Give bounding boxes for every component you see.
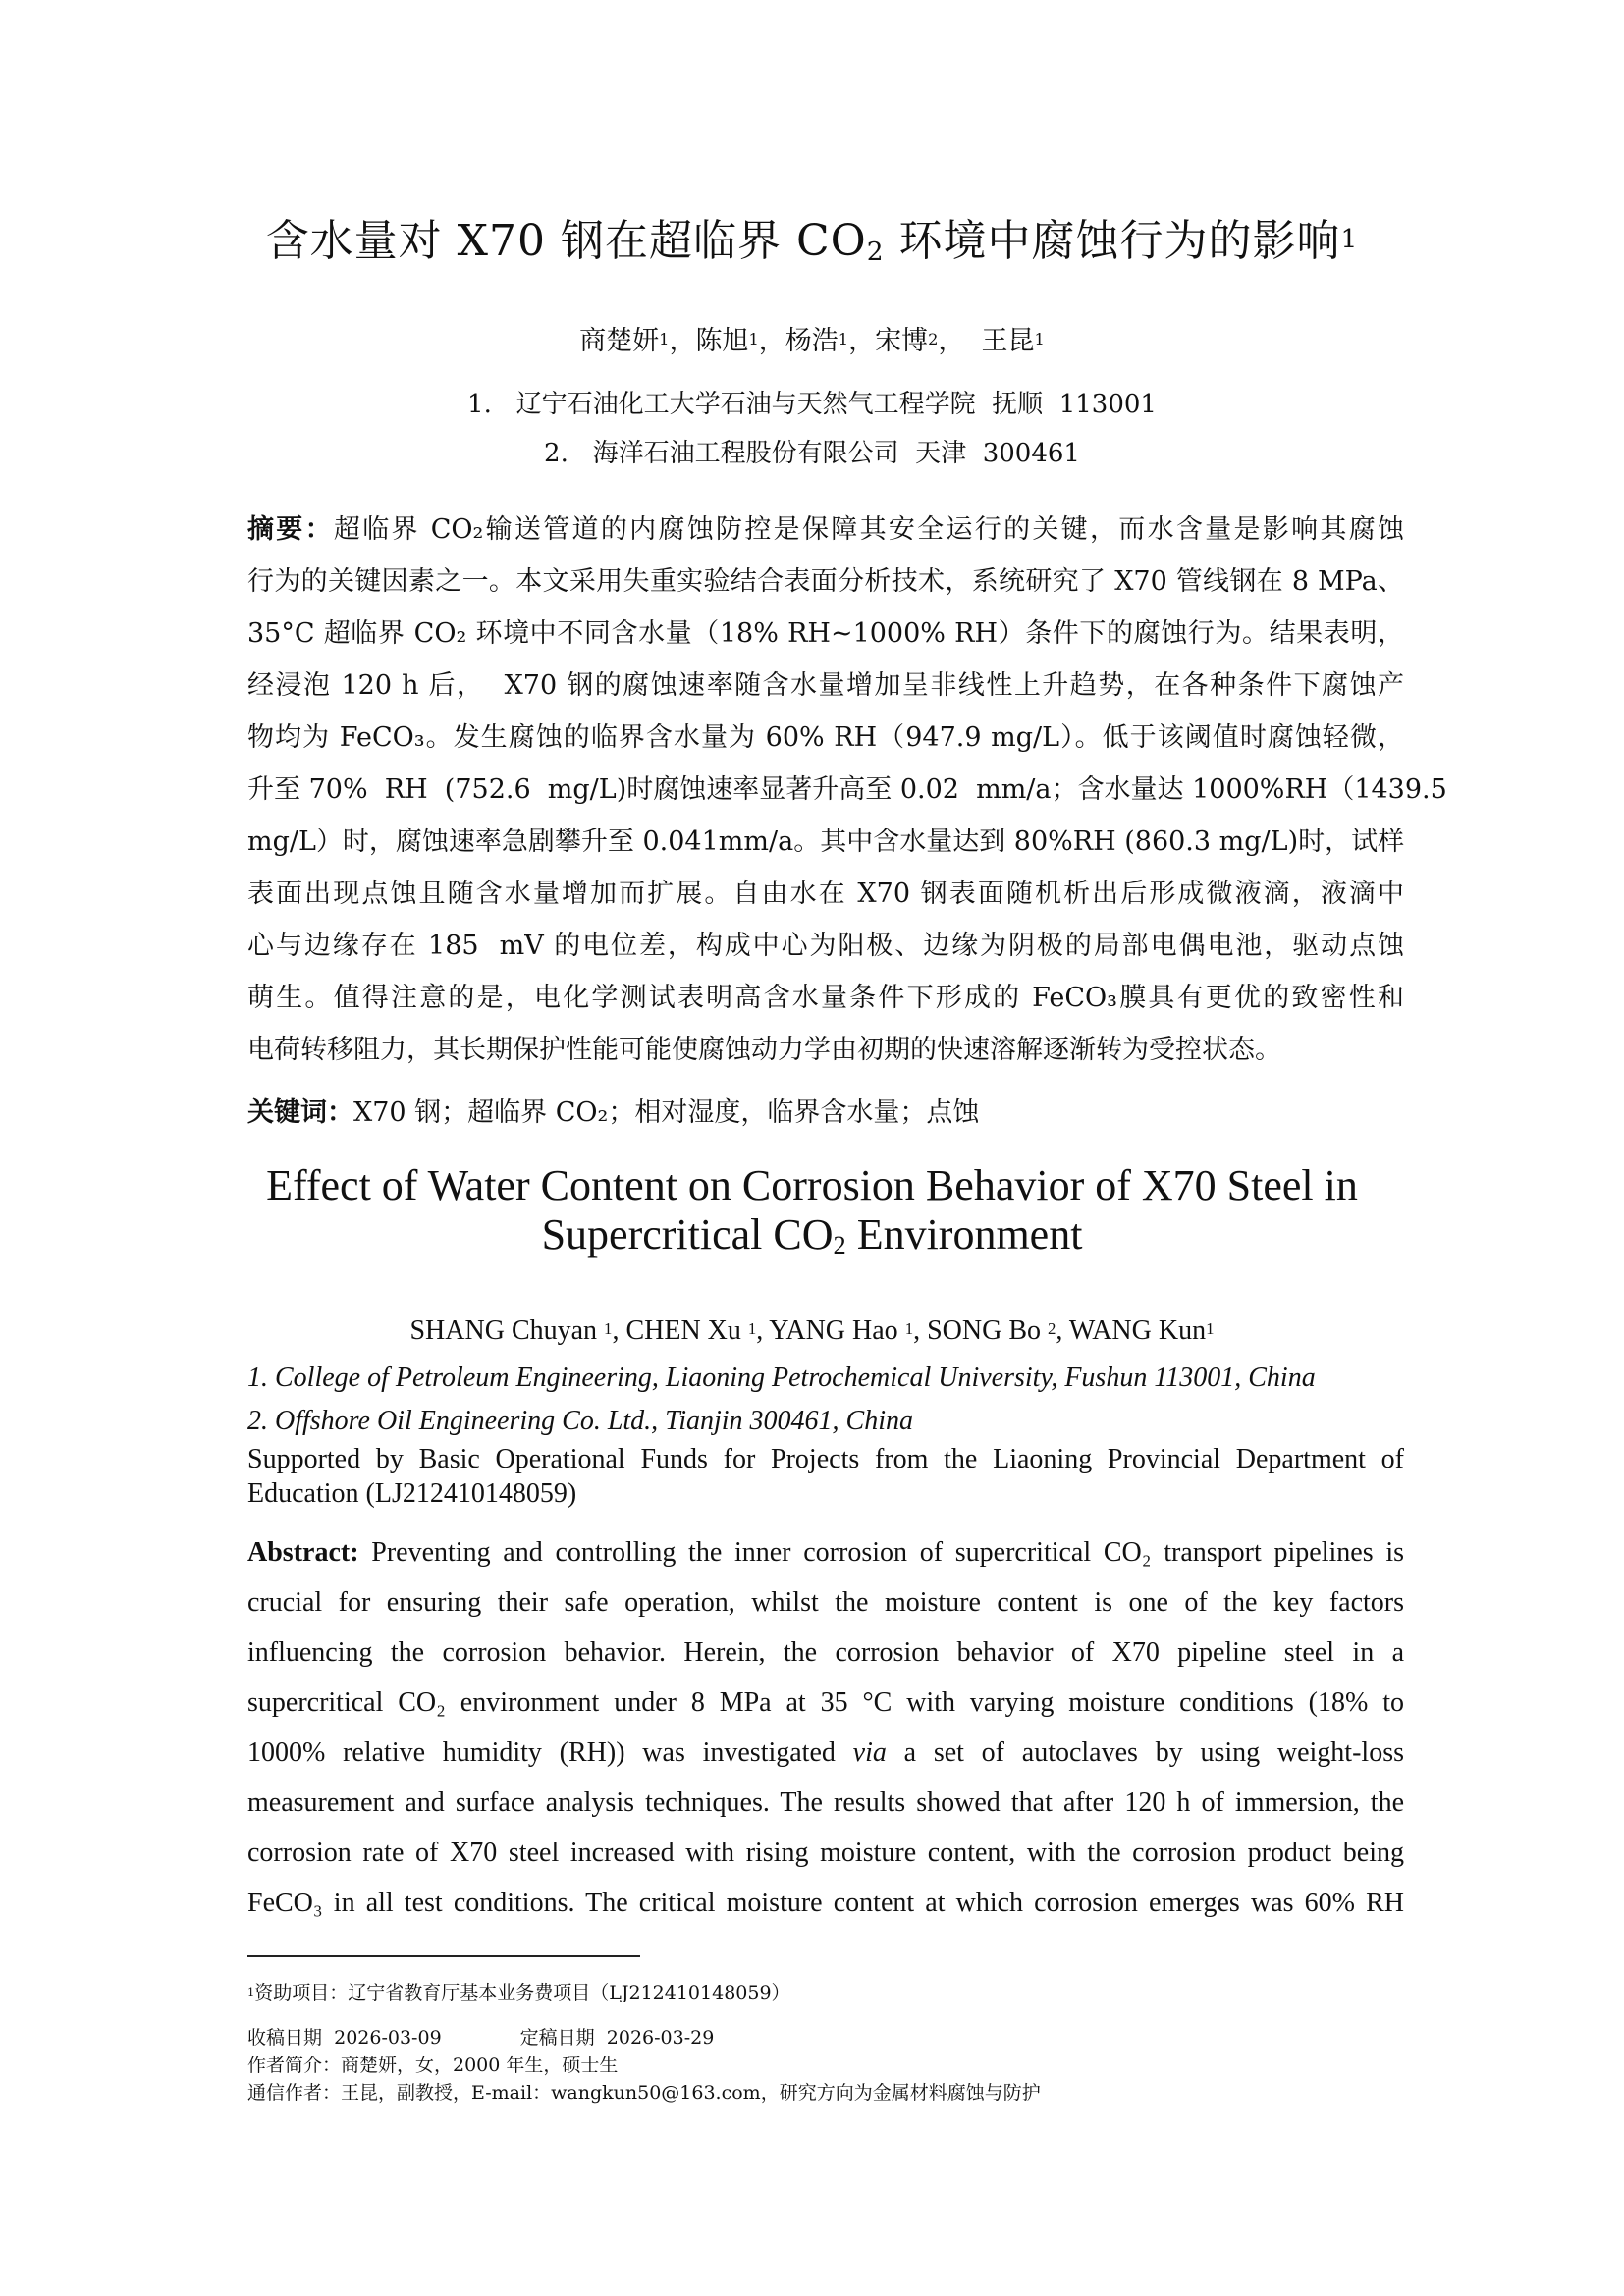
cn-authors: 商楚妍$^1$，陈旭$^1$，杨浩$^1$，宋博$^2$， 王昆$^1$ <box>579 326 1045 356</box>
cn-abstract-line: 升至 70% RH (752.6 mg/L)时腐蚀速率显著升高至 0.02 mm/a；含水量达 1000%RH（1439.5 <box>247 774 1447 805</box>
cn-author: 陈旭 <box>695 326 749 356</box>
en-author: SHANG Chuyan <box>409 1315 605 1346</box>
cn-affiliation: 1. 辽宁石油化工大学石油与天然气工程学院 抚顺 113001 <box>467 390 1157 419</box>
en-abstract-line: measurement and surface analysis techniques. The results showed that after 120 h of immersion, the <box>247 1788 1404 1818</box>
cn-author: 杨浩 <box>785 326 839 356</box>
footnote-dates: 收稿日期 2026-03-09 定稿日期 2026-03-29 <box>247 2027 715 2049</box>
en-authors: SHANG Chuyan $^1$, CHEN Xu $^1$, YANG Hao $^1$, SONG Bo $^2$, WANG Kun$^1$ <box>409 1315 1215 1346</box>
cn-affiliation: 2. 海洋石油工程股份有限公司 天津 300461 <box>544 439 1080 468</box>
en-affiliation: 2. Offshore Oil Engineering Co. Ltd., Tianjin 300461, China <box>247 1406 914 1436</box>
cn-author: 商楚妍 <box>579 326 660 356</box>
title-footnote-mark: 1 <box>1340 224 1359 255</box>
footnote-fund: $^1$资助项目：辽宁省教育厅基本业务费项目（LJ212410148059） <box>247 1982 790 2003</box>
cn-abstract-line: 心与边缘存在 185 mV 的电位差，构成中心为阳极、边缘为阴极的局部电偶电池，驱动点蚀 <box>247 931 1404 961</box>
en-abstract-line: influencing the corrosion behavior. Herein, the corrosion behavior of X70 pipeline steel in a <box>247 1637 1404 1668</box>
cn-abstract-line: 35°C 超临界 CO₂ 环境中不同含水量（18% RH~1000% RH）条件下的腐蚀行为。结果表明， <box>247 618 1404 649</box>
en-abstract-label: Abstract: <box>247 1537 359 1568</box>
cn-abstract-line: 经浸泡 120 h 后， X70 钢的腐蚀速率随含水量增加呈非线性上升趋势，在各种条件下腐蚀产 <box>247 670 1404 701</box>
cn-abstract-line: 行为的关键因素之一。本文采用失重实验结合表面分析技术，系统研究了 X70 管线钢在 8 MPa、 <box>247 566 1404 597</box>
support-statement-line: Supported by Basic Operational Funds for Projects from the Liaoning Provincial Department of <box>247 1444 1404 1474</box>
cn-author: 宋博 <box>875 326 929 356</box>
en-title-line: Effect of Water Content on Corrosion Behavior of X70 Steel in <box>266 1161 1358 1209</box>
cn-keywords: 关键词：X70 钢；超临界 CO₂；相对湿度，临界含水量；点蚀 <box>247 1097 980 1128</box>
cn-abstract-line: 摘要：超临界 CO₂输送管道的内腐蚀防控是保障其安全运行的关键，而水含量是影响其腐蚀 <box>247 514 1405 545</box>
en-abstract-line: Abstract: Preventing and controlling the inner corrosion of supercritical CO₂ transport pipelines is <box>247 1537 1404 1568</box>
en-affiliation: 1. College of Petroleum Engineering, Liaoning Petrochemical University, Fushun 113001, China <box>247 1362 1316 1393</box>
en-abstract-line: FeCO₃ in all test conditions. The critical moisture content at which corrosion emerges was 60% RH <box>247 1888 1404 1918</box>
cn-abstract-line: mg/L）时，腐蚀速率急剧攀升至 0.041mm/a。其中含水量达到 80%RH (860.3 mg/L)时，试样 <box>247 827 1405 857</box>
cn-title: 含水量对 X70 钢在超临界 $CO_2$ 环境中腐蚀行为的影响$^1$ <box>265 216 1359 268</box>
cn-abstract-line: 表面出现点蚀且随含水量增加而扩展。自由水在 X70 钢表面随机析出后形成微液滴，液滴中 <box>247 879 1404 909</box>
en-abstract-line: supercritical CO₂ environment under 8 MPa at 35 °C with varying moisture conditions (18% to <box>247 1687 1404 1718</box>
en-author: SONG Bo <box>927 1315 1048 1346</box>
en-author: YANG Hao <box>769 1315 905 1346</box>
support-statement-line: Education (LJ212410148059) <box>247 1478 577 1509</box>
en-author: CHEN Xu <box>625 1315 748 1346</box>
en-abstract-line: corrosion rate of X70 steel increased with rising moisture content, with the corrosion product being <box>247 1838 1404 1868</box>
en-title-line: Supercritical $CO_2$ Environment <box>541 1210 1083 1260</box>
footnote-author-info: 作者简介：商楚妍，女，2000 年生，硕士生 <box>247 2055 619 2076</box>
en-author: WANG Kun <box>1068 1315 1207 1346</box>
cn-abstract-label: 摘要： <box>247 514 334 545</box>
cn-abstract-line: 萌生。值得注意的是，电化学测试表明高含水量条件下形成的 FeCO₃膜具有更优的致密性和 <box>247 983 1404 1013</box>
en-abstract-line: 1000% relative humidity (RH)) was investigated via a set of autoclaves by using weight-loss <box>247 1737 1404 1768</box>
cn-author: 王昆 <box>981 326 1035 356</box>
cn-abstract-line: 物均为 FeCO₃。发生腐蚀的临界含水量为 60% RH（947.9 mg/L）。低于该阈值时腐蚀轻微， <box>247 722 1404 753</box>
footnote-rule <box>247 1955 640 1957</box>
cn-abstract-line: 电荷转移阻力，其长期保护性能可能使腐蚀动力学由初期的快速溶解逐渐转为受控状态。 <box>247 1035 1281 1065</box>
footnote-corresponding: 通信作者：王昆，副教授，E-mail：wangkun50@163.com，研究方向为金属材料腐蚀与防护 <box>247 2082 1041 2104</box>
cn-keywords-label: 关键词： <box>247 1097 353 1128</box>
en-abstract-line: crucial for ensuring their safe operation, whilst the moisture content is one of the key factors <box>247 1587 1404 1618</box>
